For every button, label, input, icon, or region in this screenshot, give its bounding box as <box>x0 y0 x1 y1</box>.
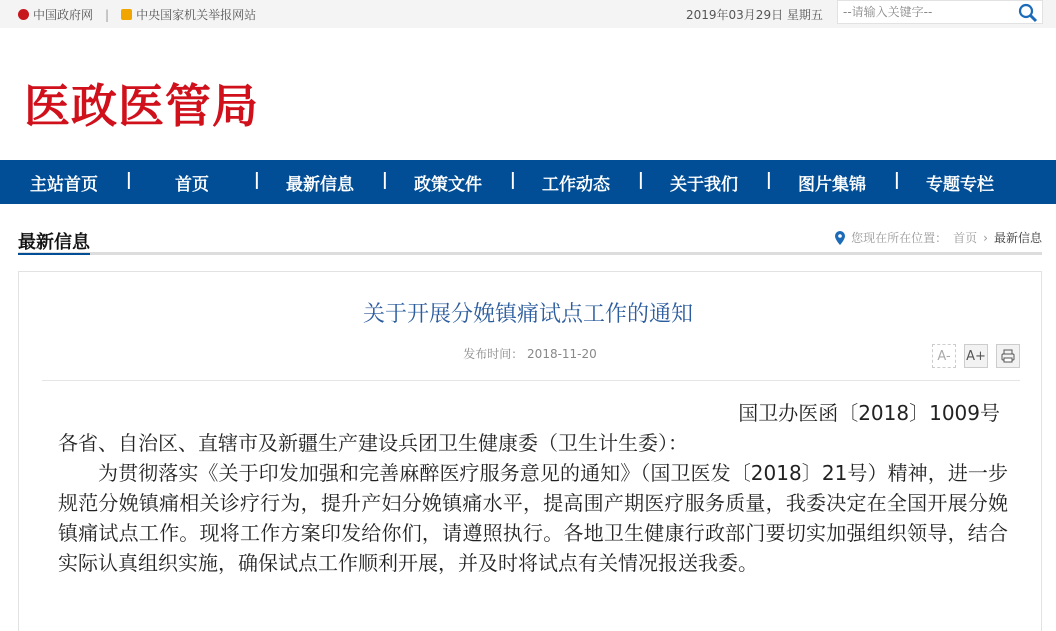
divider <box>42 380 1020 381</box>
separator: | <box>105 7 110 22</box>
report-link[interactable] <box>121 6 256 23</box>
nav-main-home[interactable]: 主站首页 | <box>0 170 128 195</box>
nav-policy[interactable]: 政策文件 | <box>384 170 512 195</box>
chevron-right-icon: › <box>983 230 988 245</box>
salutation: 各省、自治区、直辖市及新疆生产建设兵团卫生健康委（卫生计生委）： <box>58 431 688 455</box>
gov-link-label[interactable]: 中国政府网 <box>33 8 94 22</box>
section-header <box>18 228 1042 255</box>
top-bar <box>0 0 1056 28</box>
gov-link[interactable] <box>18 6 93 23</box>
national-emblem-icon <box>18 9 29 20</box>
nav-home[interactable]: 首页 | <box>128 170 256 195</box>
nav-latest[interactable]: 最新信息 | <box>256 170 384 195</box>
article-title: 关于开展分娩镇痛试点工作的通知 <box>362 302 693 327</box>
publish-date: 2018-11-20 <box>527 347 597 361</box>
article-body <box>58 398 1008 578</box>
article-tools <box>932 344 1020 368</box>
search-input[interactable] <box>838 1 1008 23</box>
breadcrumb-home[interactable]: 首页 <box>953 231 978 245</box>
search-icon[interactable] <box>1018 3 1038 23</box>
font-smaller-button[interactable]: A- <box>932 344 956 368</box>
search-box <box>837 0 1043 24</box>
site-logo[interactable]: 医政医管局 <box>24 79 259 133</box>
document-number: 国卫办医函〔2018〕1009号 <box>738 401 1000 425</box>
location-pin-icon <box>835 231 845 245</box>
nav-topics[interactable]: 专题专栏 <box>926 174 994 195</box>
report-link-label[interactable]: 中央国家机关举报网站 <box>136 8 257 22</box>
nav-about[interactable]: 关于我们 | <box>640 170 768 195</box>
breadcrumb-current[interactable]: 最新信息 <box>993 231 1042 245</box>
font-larger-button[interactable]: A+ <box>964 344 988 368</box>
nav-work[interactable]: 工作动态 | <box>512 170 640 195</box>
publish-label: 发布时间： <box>463 347 524 361</box>
printer-icon <box>1001 349 1015 363</box>
current-date: 2019年03月29日 星期五 <box>686 8 823 22</box>
breadcrumb-label: 您现在所在位置： <box>851 231 948 245</box>
publish-info <box>0 345 1056 362</box>
main-nav <box>0 160 1056 204</box>
breadcrumb <box>835 229 1042 246</box>
body-paragraph: 为贯彻落实《关于印发加强和完善麻醉医疗服务意见的通知》（国卫医发〔2018〕21号）精神，进一步规范分娩镇痛相关诊疗行为，提升产妇分娩镇痛水平，提高围产期医疗服务质量，我委决定在全国开展分娩镇痛试点工作。现将工作方案印发给你们，请遵照执行。各地卫生健康行政部门要切实加强组织领导，结合实际认真组织实施，确保试点工作顺利开展，并及时将试点有关情况报送我委。 <box>58 461 1008 575</box>
section-title: 最新信息 <box>18 228 90 255</box>
print-button[interactable] <box>996 344 1020 368</box>
nav-gallery[interactable]: 图片集锦 | <box>768 170 896 195</box>
party-emblem-icon <box>121 9 132 20</box>
